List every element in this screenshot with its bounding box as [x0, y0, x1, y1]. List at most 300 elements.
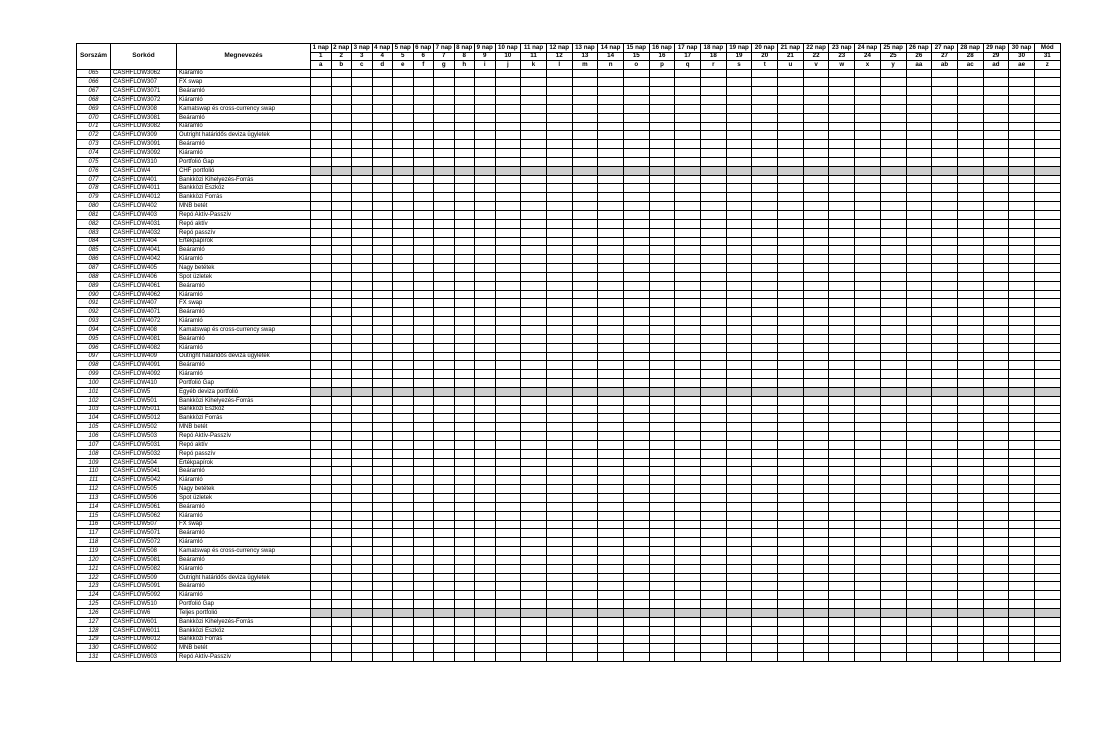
- day-value-cell[interactable]: [393, 352, 414, 361]
- day-value-cell[interactable]: [726, 352, 752, 361]
- day-value-cell[interactable]: [701, 352, 727, 361]
- day-value-cell[interactable]: [778, 157, 804, 166]
- day-value-cell[interactable]: [572, 104, 598, 113]
- day-value-cell[interactable]: [434, 529, 455, 538]
- day-value-cell[interactable]: [829, 600, 855, 609]
- day-value-cell[interactable]: [983, 582, 1009, 591]
- day-value-cell[interactable]: [880, 396, 906, 405]
- day-value-cell[interactable]: [311, 547, 332, 556]
- day-value-cell[interactable]: [880, 317, 906, 326]
- day-value-cell[interactable]: [855, 255, 881, 264]
- day-value-cell[interactable]: [983, 228, 1009, 237]
- day-value-cell[interactable]: [413, 573, 434, 582]
- day-value-cell[interactable]: [413, 184, 434, 193]
- day-value-cell[interactable]: [413, 246, 434, 255]
- day-value-cell[interactable]: [829, 272, 855, 281]
- day-value-cell[interactable]: [855, 476, 881, 485]
- day-value-cell[interactable]: [701, 520, 727, 529]
- day-value-cell[interactable]: [726, 564, 752, 573]
- day-value-cell[interactable]: [829, 502, 855, 511]
- day-value-cell[interactable]: [675, 104, 701, 113]
- day-value-cell[interactable]: [855, 140, 881, 149]
- day-value-cell[interactable]: [932, 396, 958, 405]
- day-value-cell[interactable]: [932, 440, 958, 449]
- day-value-cell[interactable]: [623, 228, 649, 237]
- day-value-cell[interactable]: [495, 538, 521, 547]
- day-value-cell[interactable]: [649, 405, 675, 414]
- day-value-cell[interactable]: [906, 502, 932, 511]
- day-value-cell[interactable]: [906, 175, 932, 184]
- day-value-cell[interactable]: [413, 334, 434, 343]
- day-value-cell[interactable]: [726, 591, 752, 600]
- day-value-cell[interactable]: [803, 520, 829, 529]
- day-value-cell[interactable]: [983, 149, 1009, 158]
- day-value-cell[interactable]: [572, 617, 598, 626]
- day-value-cell[interactable]: [778, 87, 804, 96]
- day-value-cell[interactable]: [983, 361, 1009, 370]
- day-value-cell[interactable]: [932, 272, 958, 281]
- day-value-cell[interactable]: [495, 96, 521, 105]
- day-value-cell[interactable]: [829, 644, 855, 653]
- day-value-cell[interactable]: [475, 264, 496, 273]
- day-value-cell[interactable]: [475, 617, 496, 626]
- day-value-cell[interactable]: [778, 317, 804, 326]
- day-value-cell[interactable]: [331, 414, 352, 423]
- day-value-cell[interactable]: [932, 387, 958, 396]
- day-value-cell[interactable]: [906, 317, 932, 326]
- day-value-cell[interactable]: [434, 370, 455, 379]
- day-value-cell[interactable]: [803, 246, 829, 255]
- day-value-cell[interactable]: [983, 211, 1009, 220]
- day-value-cell[interactable]: [932, 502, 958, 511]
- day-value-cell[interactable]: [803, 69, 829, 78]
- day-value-cell[interactable]: [726, 334, 752, 343]
- day-value-cell[interactable]: [475, 458, 496, 467]
- day-value-cell[interactable]: [521, 582, 547, 591]
- day-value-cell[interactable]: [372, 361, 393, 370]
- day-value-cell[interactable]: [649, 255, 675, 264]
- day-value-cell[interactable]: [572, 96, 598, 105]
- day-value-cell[interactable]: [475, 520, 496, 529]
- day-value-cell[interactable]: [675, 653, 701, 662]
- day-value-cell[interactable]: [855, 573, 881, 582]
- day-value-cell[interactable]: [598, 626, 624, 635]
- day-value-cell[interactable]: [726, 440, 752, 449]
- day-value-cell[interactable]: [880, 423, 906, 432]
- day-value-cell[interactable]: [1034, 78, 1060, 87]
- day-value-cell[interactable]: [829, 175, 855, 184]
- day-value-cell[interactable]: [311, 449, 332, 458]
- day-value-cell[interactable]: [906, 653, 932, 662]
- day-value-cell[interactable]: [475, 281, 496, 290]
- day-value-cell[interactable]: [454, 343, 475, 352]
- day-value-cell[interactable]: [880, 547, 906, 556]
- day-value-cell[interactable]: [572, 608, 598, 617]
- day-value-cell[interactable]: [475, 414, 496, 423]
- day-value-cell[interactable]: [778, 69, 804, 78]
- day-value-cell[interactable]: [521, 485, 547, 494]
- day-value-cell[interactable]: [675, 467, 701, 476]
- day-value-cell[interactable]: [352, 325, 373, 334]
- day-value-cell[interactable]: [454, 520, 475, 529]
- day-value-cell[interactable]: [475, 96, 496, 105]
- day-value-cell[interactable]: [331, 511, 352, 520]
- day-value-cell[interactable]: [352, 131, 373, 140]
- day-value-cell[interactable]: [906, 644, 932, 653]
- day-value-cell[interactable]: [331, 573, 352, 582]
- day-value-cell[interactable]: [495, 529, 521, 538]
- day-value-cell[interactable]: [649, 555, 675, 564]
- day-value-cell[interactable]: [855, 325, 881, 334]
- day-value-cell[interactable]: [454, 449, 475, 458]
- day-value-cell[interactable]: [495, 202, 521, 211]
- day-value-cell[interactable]: [495, 591, 521, 600]
- day-value-cell[interactable]: [623, 414, 649, 423]
- day-value-cell[interactable]: [311, 467, 332, 476]
- day-value-cell[interactable]: [546, 281, 572, 290]
- day-value-cell[interactable]: [1009, 511, 1035, 520]
- day-value-cell[interactable]: [1009, 96, 1035, 105]
- day-value-cell[interactable]: [803, 131, 829, 140]
- day-value-cell[interactable]: [675, 290, 701, 299]
- day-value-cell[interactable]: [598, 644, 624, 653]
- day-value-cell[interactable]: [623, 237, 649, 246]
- day-value-cell[interactable]: [803, 635, 829, 644]
- day-value-cell[interactable]: [726, 317, 752, 326]
- day-value-cell[interactable]: [957, 272, 983, 281]
- day-value-cell[interactable]: [454, 334, 475, 343]
- day-value-cell[interactable]: [454, 166, 475, 175]
- day-value-cell[interactable]: [623, 325, 649, 334]
- day-value-cell[interactable]: [752, 494, 778, 503]
- day-value-cell[interactable]: [352, 370, 373, 379]
- day-value-cell[interactable]: [454, 237, 475, 246]
- day-value-cell[interactable]: [752, 361, 778, 370]
- day-value-cell[interactable]: [1034, 396, 1060, 405]
- day-value-cell[interactable]: [331, 582, 352, 591]
- day-value-cell[interactable]: [572, 458, 598, 467]
- day-value-cell[interactable]: [393, 485, 414, 494]
- day-value-cell[interactable]: [932, 96, 958, 105]
- day-value-cell[interactable]: [778, 219, 804, 228]
- day-value-cell[interactable]: [675, 325, 701, 334]
- day-value-cell[interactable]: [983, 511, 1009, 520]
- day-value-cell[interactable]: [701, 246, 727, 255]
- day-value-cell[interactable]: [957, 608, 983, 617]
- day-value-cell[interactable]: [352, 476, 373, 485]
- day-value-cell[interactable]: [880, 582, 906, 591]
- day-value-cell[interactable]: [880, 387, 906, 396]
- day-value-cell[interactable]: [932, 343, 958, 352]
- day-value-cell[interactable]: [726, 211, 752, 220]
- day-value-cell[interactable]: [803, 538, 829, 547]
- day-value-cell[interactable]: [1034, 476, 1060, 485]
- day-value-cell[interactable]: [521, 113, 547, 122]
- day-value-cell[interactable]: [372, 440, 393, 449]
- day-value-cell[interactable]: [311, 149, 332, 158]
- day-value-cell[interactable]: [454, 104, 475, 113]
- day-value-cell[interactable]: [752, 529, 778, 538]
- day-value-cell[interactable]: [803, 290, 829, 299]
- day-value-cell[interactable]: [880, 361, 906, 370]
- day-value-cell[interactable]: [352, 458, 373, 467]
- day-value-cell[interactable]: [434, 157, 455, 166]
- day-value-cell[interactable]: [393, 379, 414, 388]
- day-value-cell[interactable]: [413, 78, 434, 87]
- day-value-cell[interactable]: [598, 299, 624, 308]
- day-value-cell[interactable]: [701, 149, 727, 158]
- day-value-cell[interactable]: [352, 113, 373, 122]
- day-value-cell[interactable]: [701, 325, 727, 334]
- day-value-cell[interactable]: [311, 193, 332, 202]
- day-value-cell[interactable]: [495, 423, 521, 432]
- day-value-cell[interactable]: [932, 494, 958, 503]
- day-value-cell[interactable]: [521, 396, 547, 405]
- day-value-cell[interactable]: [475, 343, 496, 352]
- day-value-cell[interactable]: [778, 617, 804, 626]
- day-value-cell[interactable]: [572, 219, 598, 228]
- day-value-cell[interactable]: [311, 564, 332, 573]
- day-value-cell[interactable]: [598, 467, 624, 476]
- day-value-cell[interactable]: [311, 361, 332, 370]
- day-value-cell[interactable]: [855, 175, 881, 184]
- day-value-cell[interactable]: [475, 317, 496, 326]
- day-value-cell[interactable]: [623, 644, 649, 653]
- day-value-cell[interactable]: [778, 635, 804, 644]
- day-value-cell[interactable]: [311, 502, 332, 511]
- day-value-cell[interactable]: [393, 202, 414, 211]
- day-value-cell[interactable]: [572, 166, 598, 175]
- day-value-cell[interactable]: [546, 343, 572, 352]
- day-value-cell[interactable]: [331, 184, 352, 193]
- day-value-cell[interactable]: [598, 547, 624, 556]
- day-value-cell[interactable]: [352, 644, 373, 653]
- day-value-cell[interactable]: [726, 370, 752, 379]
- day-value-cell[interactable]: [803, 149, 829, 158]
- day-value-cell[interactable]: [1009, 352, 1035, 361]
- day-value-cell[interactable]: [495, 502, 521, 511]
- day-value-cell[interactable]: [778, 449, 804, 458]
- day-value-cell[interactable]: [803, 228, 829, 237]
- day-value-cell[interactable]: [803, 96, 829, 105]
- day-value-cell[interactable]: [623, 104, 649, 113]
- day-value-cell[interactable]: [598, 485, 624, 494]
- day-value-cell[interactable]: [372, 113, 393, 122]
- day-value-cell[interactable]: [957, 202, 983, 211]
- day-value-cell[interactable]: [495, 140, 521, 149]
- day-value-cell[interactable]: [475, 653, 496, 662]
- day-value-cell[interactable]: [434, 264, 455, 273]
- day-value-cell[interactable]: [649, 511, 675, 520]
- day-value-cell[interactable]: [495, 379, 521, 388]
- day-value-cell[interactable]: [372, 485, 393, 494]
- day-value-cell[interactable]: [546, 494, 572, 503]
- day-value-cell[interactable]: [675, 379, 701, 388]
- day-value-cell[interactable]: [957, 644, 983, 653]
- day-value-cell[interactable]: [803, 308, 829, 317]
- day-value-cell[interactable]: [855, 281, 881, 290]
- day-value-cell[interactable]: [906, 511, 932, 520]
- day-value-cell[interactable]: [475, 626, 496, 635]
- day-value-cell[interactable]: [1034, 440, 1060, 449]
- day-value-cell[interactable]: [752, 104, 778, 113]
- day-value-cell[interactable]: [880, 334, 906, 343]
- day-value-cell[interactable]: [803, 591, 829, 600]
- day-value-cell[interactable]: [1034, 405, 1060, 414]
- day-value-cell[interactable]: [906, 449, 932, 458]
- day-value-cell[interactable]: [413, 494, 434, 503]
- day-value-cell[interactable]: [598, 255, 624, 264]
- day-value-cell[interactable]: [1009, 432, 1035, 441]
- day-value-cell[interactable]: [311, 343, 332, 352]
- day-value-cell[interactable]: [393, 405, 414, 414]
- day-value-cell[interactable]: [957, 458, 983, 467]
- day-value-cell[interactable]: [829, 317, 855, 326]
- day-value-cell[interactable]: [932, 317, 958, 326]
- day-value-cell[interactable]: [1009, 502, 1035, 511]
- day-value-cell[interactable]: [675, 387, 701, 396]
- day-value-cell[interactable]: [623, 573, 649, 582]
- day-value-cell[interactable]: [434, 511, 455, 520]
- day-value-cell[interactable]: [521, 653, 547, 662]
- day-value-cell[interactable]: [454, 485, 475, 494]
- day-value-cell[interactable]: [675, 255, 701, 264]
- day-value-cell[interactable]: [331, 423, 352, 432]
- day-value-cell[interactable]: [855, 423, 881, 432]
- day-value-cell[interactable]: [372, 325, 393, 334]
- day-value-cell[interactable]: [1034, 520, 1060, 529]
- day-value-cell[interactable]: [311, 290, 332, 299]
- day-value-cell[interactable]: [649, 370, 675, 379]
- day-value-cell[interactable]: [598, 281, 624, 290]
- day-value-cell[interactable]: [521, 608, 547, 617]
- day-value-cell[interactable]: [880, 193, 906, 202]
- day-value-cell[interactable]: [803, 87, 829, 96]
- day-value-cell[interactable]: [495, 653, 521, 662]
- day-value-cell[interactable]: [880, 308, 906, 317]
- day-value-cell[interactable]: [701, 122, 727, 131]
- day-value-cell[interactable]: [352, 423, 373, 432]
- day-value-cell[interactable]: [880, 325, 906, 334]
- day-value-cell[interactable]: [803, 370, 829, 379]
- day-value-cell[interactable]: [649, 476, 675, 485]
- day-value-cell[interactable]: [1009, 529, 1035, 538]
- day-value-cell[interactable]: [649, 449, 675, 458]
- day-value-cell[interactable]: [1009, 538, 1035, 547]
- day-value-cell[interactable]: [372, 343, 393, 352]
- day-value-cell[interactable]: [675, 626, 701, 635]
- day-value-cell[interactable]: [649, 140, 675, 149]
- day-value-cell[interactable]: [855, 157, 881, 166]
- day-value-cell[interactable]: [572, 520, 598, 529]
- day-value-cell[interactable]: [1034, 370, 1060, 379]
- day-value-cell[interactable]: [598, 325, 624, 334]
- day-value-cell[interactable]: [752, 157, 778, 166]
- day-value-cell[interactable]: [1009, 582, 1035, 591]
- day-value-cell[interactable]: [957, 370, 983, 379]
- day-value-cell[interactable]: [649, 175, 675, 184]
- day-value-cell[interactable]: [572, 290, 598, 299]
- day-value-cell[interactable]: [623, 502, 649, 511]
- day-value-cell[interactable]: [829, 131, 855, 140]
- day-value-cell[interactable]: [598, 608, 624, 617]
- day-value-cell[interactable]: [983, 104, 1009, 113]
- day-value-cell[interactable]: [1034, 211, 1060, 220]
- day-value-cell[interactable]: [311, 387, 332, 396]
- day-value-cell[interactable]: [495, 343, 521, 352]
- day-value-cell[interactable]: [454, 87, 475, 96]
- day-value-cell[interactable]: [495, 635, 521, 644]
- day-value-cell[interactable]: [331, 78, 352, 87]
- day-value-cell[interactable]: [1034, 175, 1060, 184]
- day-value-cell[interactable]: [829, 290, 855, 299]
- day-value-cell[interactable]: [521, 626, 547, 635]
- day-value-cell[interactable]: [495, 608, 521, 617]
- day-value-cell[interactable]: [572, 494, 598, 503]
- day-value-cell[interactable]: [675, 370, 701, 379]
- day-value-cell[interactable]: [957, 237, 983, 246]
- day-value-cell[interactable]: [393, 78, 414, 87]
- day-value-cell[interactable]: [803, 555, 829, 564]
- day-value-cell[interactable]: [778, 608, 804, 617]
- day-value-cell[interactable]: [649, 149, 675, 158]
- day-value-cell[interactable]: [413, 458, 434, 467]
- day-value-cell[interactable]: [957, 555, 983, 564]
- day-value-cell[interactable]: [413, 617, 434, 626]
- day-value-cell[interactable]: [623, 608, 649, 617]
- day-value-cell[interactable]: [495, 211, 521, 220]
- day-value-cell[interactable]: [855, 228, 881, 237]
- day-value-cell[interactable]: [932, 423, 958, 432]
- day-value-cell[interactable]: [311, 414, 332, 423]
- day-value-cell[interactable]: [572, 564, 598, 573]
- day-value-cell[interactable]: [932, 219, 958, 228]
- day-value-cell[interactable]: [829, 140, 855, 149]
- day-value-cell[interactable]: [906, 131, 932, 140]
- day-value-cell[interactable]: [331, 228, 352, 237]
- day-value-cell[interactable]: [778, 104, 804, 113]
- day-value-cell[interactable]: [521, 343, 547, 352]
- day-value-cell[interactable]: [880, 202, 906, 211]
- day-value-cell[interactable]: [778, 361, 804, 370]
- day-value-cell[interactable]: [546, 361, 572, 370]
- day-value-cell[interactable]: [701, 193, 727, 202]
- day-value-cell[interactable]: [572, 255, 598, 264]
- day-value-cell[interactable]: [311, 582, 332, 591]
- day-value-cell[interactable]: [372, 246, 393, 255]
- day-value-cell[interactable]: [778, 202, 804, 211]
- day-value-cell[interactable]: [855, 555, 881, 564]
- day-value-cell[interactable]: [311, 352, 332, 361]
- day-value-cell[interactable]: [932, 644, 958, 653]
- day-value-cell[interactable]: [572, 440, 598, 449]
- day-value-cell[interactable]: [495, 494, 521, 503]
- day-value-cell[interactable]: [803, 334, 829, 343]
- day-value-cell[interactable]: [372, 255, 393, 264]
- day-value-cell[interactable]: [572, 157, 598, 166]
- day-value-cell[interactable]: [1034, 272, 1060, 281]
- day-value-cell[interactable]: [983, 343, 1009, 352]
- day-value-cell[interactable]: [726, 626, 752, 635]
- day-value-cell[interactable]: [572, 264, 598, 273]
- day-value-cell[interactable]: [701, 626, 727, 635]
- day-value-cell[interactable]: [1034, 131, 1060, 140]
- day-value-cell[interactable]: [475, 555, 496, 564]
- day-value-cell[interactable]: [803, 379, 829, 388]
- day-value-cell[interactable]: [393, 502, 414, 511]
- day-value-cell[interactable]: [623, 149, 649, 158]
- day-value-cell[interactable]: [701, 591, 727, 600]
